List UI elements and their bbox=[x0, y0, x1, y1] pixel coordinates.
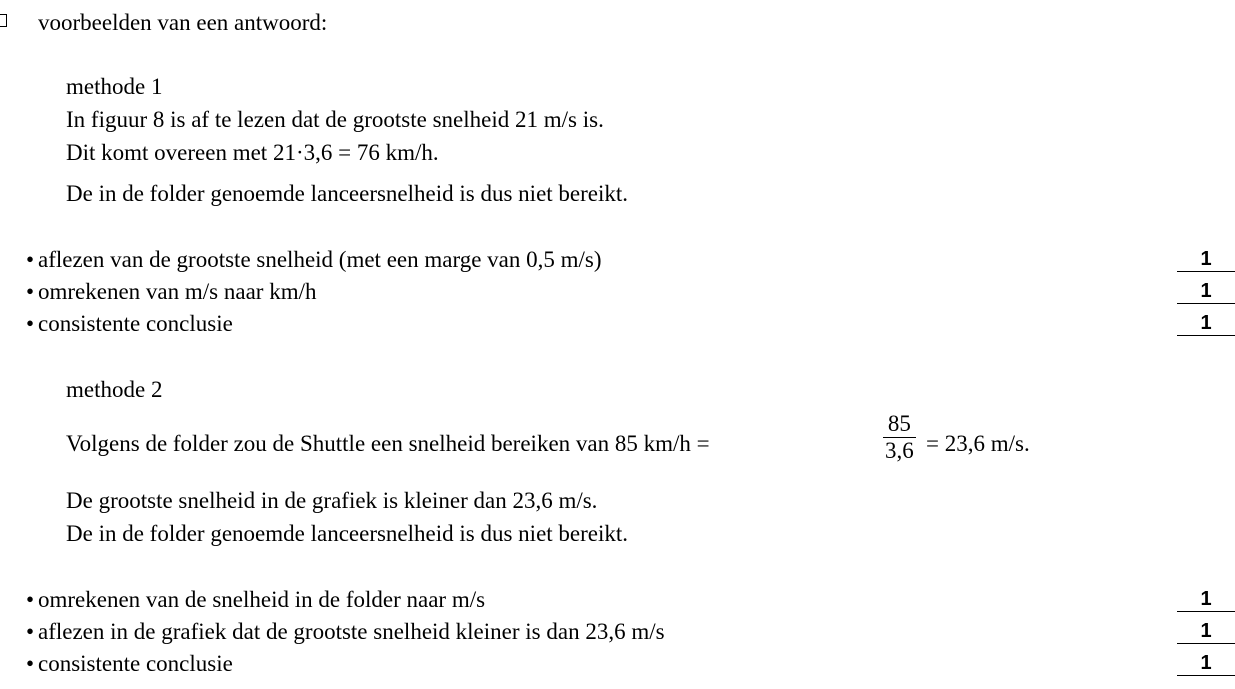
bullet: • bbox=[26, 619, 35, 644]
bullet: • bbox=[26, 311, 35, 336]
fraction-denominator: 3,6 bbox=[885, 438, 914, 463]
bullet: • bbox=[26, 651, 35, 676]
bullet: • bbox=[26, 247, 35, 272]
criterion-text: aflezen in de grafiek dat de grootste snelheid kleiner is dan 23,6 m/s bbox=[38, 619, 665, 644]
method2-line: De grootste snelheid in de grafiek is kleiner dan 23,6 m/s. bbox=[66, 488, 598, 513]
points-score: 1 bbox=[1177, 588, 1235, 612]
points-score: 1 bbox=[1177, 620, 1235, 644]
bullet: • bbox=[26, 587, 35, 612]
points-score: 1 bbox=[1177, 248, 1235, 272]
points-score: 1 bbox=[1177, 280, 1235, 304]
criterion-text: aflezen van de grootste snelheid (met een marge van 0,5 m/s) bbox=[38, 247, 602, 272]
answer-checkbox bbox=[0, 14, 7, 27]
method1-line: Dit komt overeen met 21·3,6 = 76 km/h. bbox=[66, 140, 439, 165]
method1-line: In figuur 8 is af te lezen dat de grootste snelheid 21 m/s is. bbox=[66, 107, 604, 132]
method2-title: methode 2 bbox=[66, 377, 163, 402]
criterion-text: consistente conclusie bbox=[38, 311, 233, 336]
criterion-text: omrekenen van m/s naar km/h bbox=[38, 279, 317, 304]
method1-title: methode 1 bbox=[66, 74, 163, 99]
method2-formula-suffix: = 23,6 m/s. bbox=[926, 431, 1030, 456]
bullet: • bbox=[26, 279, 35, 304]
points-score: 1 bbox=[1177, 312, 1235, 336]
method1-line: De in de folder genoemde lanceersnelheid is dus niet bereikt. bbox=[66, 181, 629, 206]
intro-text: voorbeelden van een antwoord: bbox=[38, 10, 328, 35]
criterion-text: omrekenen van de snelheid in de folder naar m/s bbox=[38, 587, 486, 612]
method2-formula-prefix: Volgens de folder zou de Shuttle een snelheid bereiken van 85 km/h = bbox=[66, 431, 710, 456]
method2-line: De in de folder genoemde lanceersnelheid is dus niet bereikt. bbox=[66, 521, 629, 546]
fraction-numerator: 85 bbox=[887, 411, 911, 436]
fraction bbox=[883, 411, 916, 464]
criterion-text: consistente conclusie bbox=[38, 651, 233, 676]
points-score: 1 bbox=[1177, 652, 1235, 676]
